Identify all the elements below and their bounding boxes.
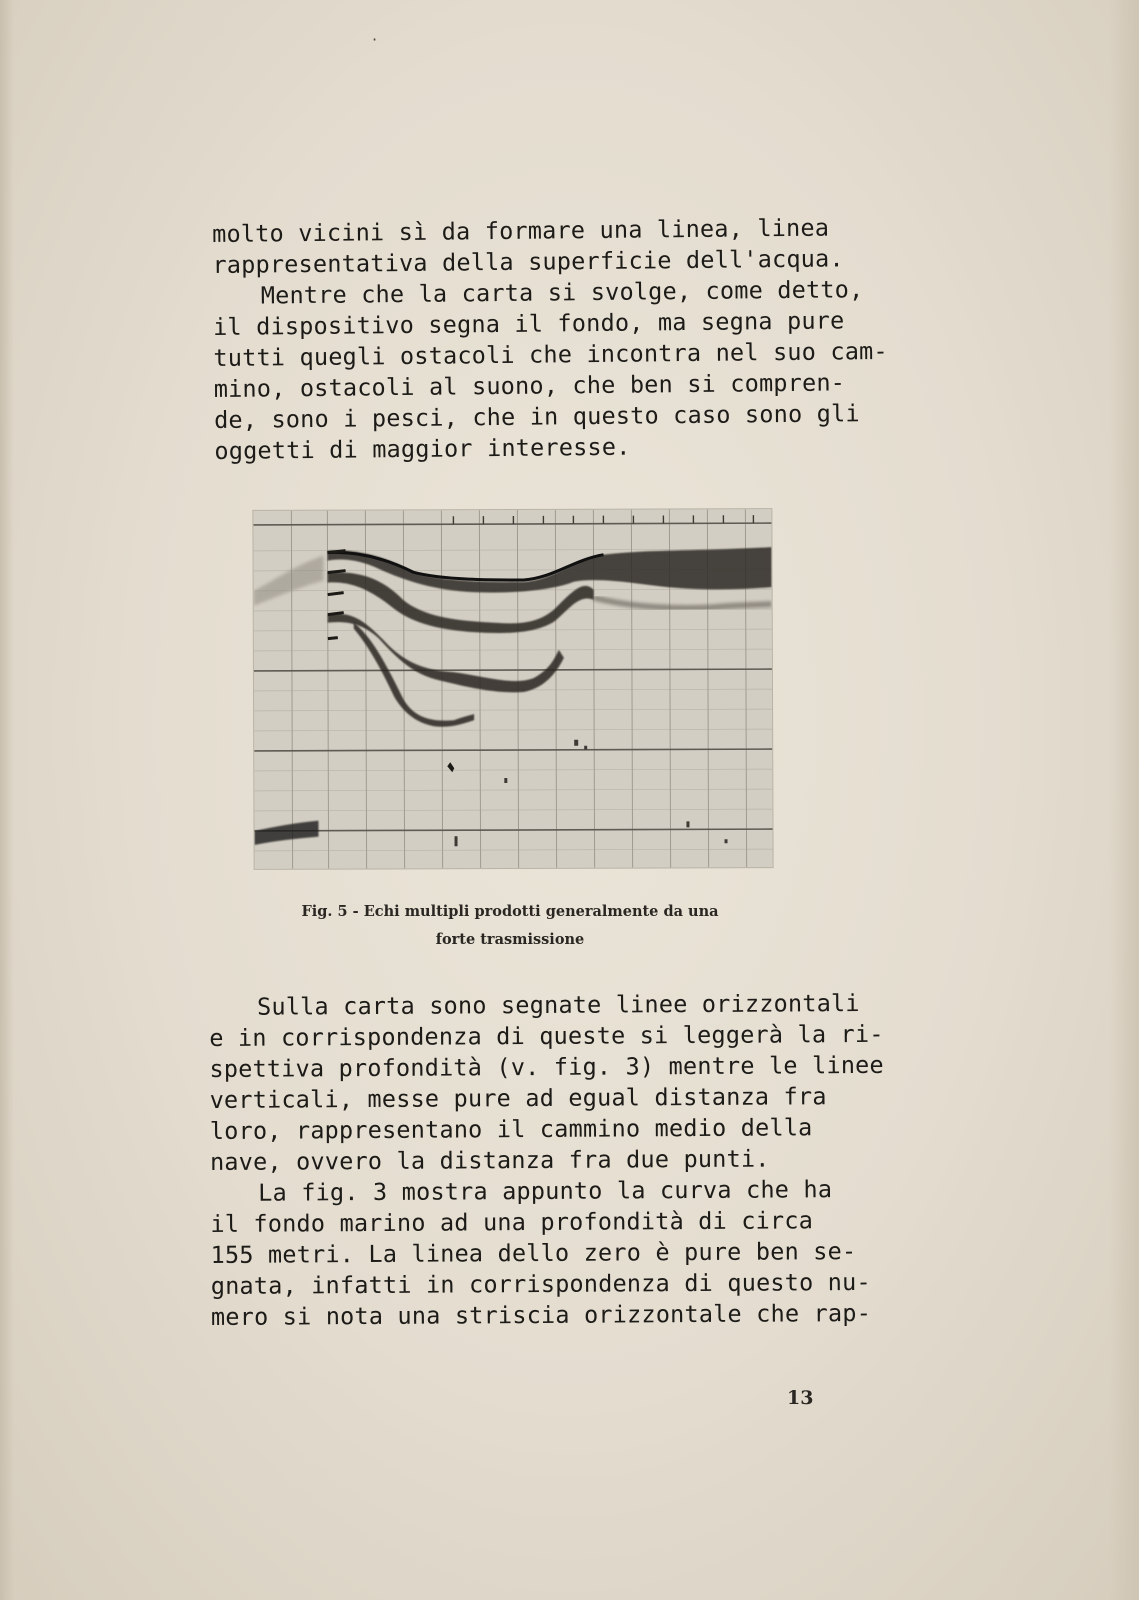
text-line: e in corrispondenza di queste si leggerà la ri-	[209, 1019, 884, 1052]
caption-line: forte trasmissione	[435, 931, 585, 948]
paragraph-top	[212, 213, 888, 467]
text-line: spettiva profondità (v. fig. 3) mentre le linee	[209, 1050, 884, 1083]
text-line: Mentre che la carta si svolge, come detto,	[260, 275, 864, 310]
echogram-figure	[253, 509, 772, 869]
text-line: molto vicini sì da formare una linea, linea	[212, 213, 830, 248]
figure-caption	[240, 898, 780, 954]
text-line: nave, ovvero la distanza fra due punti.	[209, 1144, 770, 1176]
text-line: mino, ostacoli al suono, che ben si compren-	[213, 368, 846, 403]
text-line: il fondo marino ad una profondità di circa	[210, 1206, 814, 1238]
echogram-image	[253, 509, 772, 869]
text-line: mero si nota una striscia orizzontale che rap-	[210, 1298, 872, 1331]
text-line: rappresentativa della superficie dell'acqua.	[212, 244, 844, 279]
text-line: il dispositivo segna il fondo, ma segna pure	[212, 306, 845, 341]
text-line: de, sono i pesci, che in questo caso sono gli	[213, 399, 860, 434]
text-line: tutti quegli ostacoli che incontra nel suo cam-	[213, 336, 888, 372]
paper-speck: ·	[372, 30, 378, 49]
text-line: La fig. 3 mostra appunto la curva che ha	[258, 1175, 833, 1207]
text-line: loro, rappresentano il cammino medio della	[209, 1113, 813, 1145]
text-line: 155 metri. La linea dello zero è pure ben se-	[210, 1237, 857, 1269]
text-line: Sulla carta sono segnate linee orizzontali	[257, 989, 860, 1021]
page-shadow-right	[1109, 0, 1139, 1600]
caption-line: Fig. 5 - Echi multipli prodotti generalmente da una	[301, 903, 719, 920]
paragraph-bottom	[209, 988, 884, 1333]
page-shadow-left	[0, 0, 14, 1600]
text-line: oggetti di maggior interesse.	[214, 432, 631, 465]
page-number: 13	[787, 1387, 814, 1409]
text-line: gnata, infatti in corrispondenza di questo nu-	[210, 1267, 871, 1300]
text-line: verticali, messe pure ad egual distanza fra	[209, 1082, 827, 1114]
